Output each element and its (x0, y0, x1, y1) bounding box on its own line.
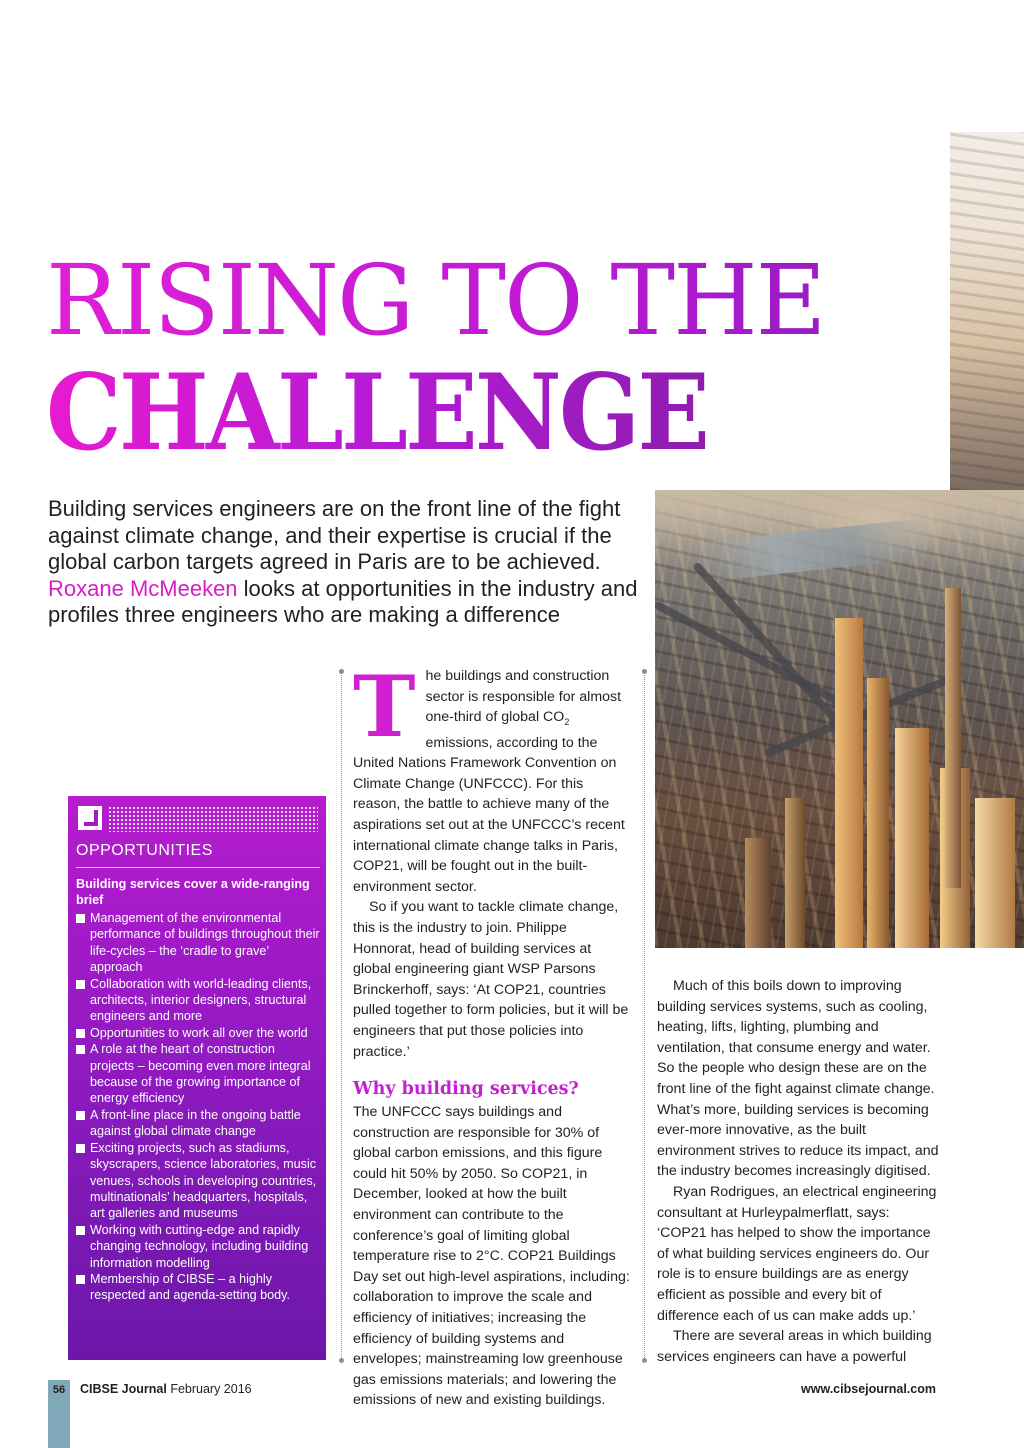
column-rule (341, 672, 342, 1360)
photo-building (785, 798, 805, 948)
city-aerial-photo (655, 490, 1024, 948)
section-subhead: Why building services? (353, 1079, 579, 1100)
footer-journal (80, 1382, 252, 1396)
corner-arrow-icon (78, 806, 102, 830)
article-paragraph: The UNFCCC says buildings and construction are responsible for 30% of global carbon emissions, and this figure could hit 50% by 2050. So COP21, in December, looked at how the built environment can contribute to the conference’s goal of limiting global temperature rise to 2°C. COP21 Buildings Day set out high-level aspirations, including: collaboration to improve the scale and efficiency of initiatives; increasing the efficiency of building systems and envelopes; mainstreaming low greenhouse gas emissions materials; and lowering the emissions of new and existing buildings. (353, 1104, 630, 1409)
list-item: Collaboration with world-leading clients, architects, interior designers, structural engineers and more (76, 976, 320, 1025)
list-item: A role at the heart of construction projects – becoming even more integral because of the growing importance of energy efficiency (76, 1041, 320, 1107)
dot-pattern (108, 806, 318, 832)
article-paragraph: Ryan Rodrigues, an electrical engineering consultant at Hurleypalmerflatt, says: ‘COP21 has helped to show the importance of what building services engineers do. Our role is to ensure buildings are as energy efficient as possible and every bit of difference each of us can make adds up.’ (657, 1183, 937, 1324)
city-photo-top-strip (950, 132, 1024, 490)
article-paragraph: So if you want to tackle climate change, this is the industry to join. Philippe Honnorat, head of building services at global engineering giant WSP Parsons Brinckerhoff, says: ‘At COP21, countries pulled together to form policies, but it will be engineers that put those policies into practice.’ (353, 899, 629, 1060)
headline-line-1: RISING TO THE (46, 244, 825, 357)
standfirst-text-after: looks at opportunities in the industry and profiles three engineers who are making a difference (48, 575, 638, 628)
photo-building (975, 798, 1015, 948)
subscript: 2 (564, 717, 570, 728)
photo-road (692, 561, 845, 730)
issue-date: February 2016 (170, 1382, 252, 1396)
list-item: Working with cutting-edge and rapidly changing technology, including building information modelling (76, 1222, 320, 1271)
opportunities-list (76, 910, 320, 1304)
journal-name: CIBSE Journal (80, 1382, 167, 1396)
article-paragraph: Much of this boils down to improving building services systems, such as cooling, heating, lifts, lighting, plumbing and ventilation, that consume energy and water. So the people who design these are on the front line of the fight against climate change. What’s more, building services is becoming ever-more innovative, as the built environment strives to reduce its impact, and the industry becomes increasingly digitised. (657, 978, 939, 1180)
article-paragraph: There are several areas in which building services engineers can have a powerful (657, 1328, 932, 1365)
photo-building (835, 618, 863, 948)
article-column-middle (353, 657, 631, 1411)
opportunities-title: OPPORTUNITIES (76, 842, 213, 859)
standfirst (48, 496, 638, 629)
opportunities-divider (76, 867, 320, 868)
standfirst-text: Building services engineers are on the front line of the fight against climate change, and their expertise is crucial if the global carbon targets agreed in Paris are to be achieved. (48, 496, 621, 575)
list-item: Membership of CIBSE – a highly respected and agenda-setting body. (76, 1271, 320, 1304)
standfirst-author: Roxane McMeeken (48, 575, 238, 601)
list-item: Opportunities to work all over the world (76, 1025, 320, 1041)
article-column-right (657, 976, 941, 1367)
photo-building (745, 838, 771, 948)
opportunities-box (68, 796, 326, 1360)
opportunities-subtitle: Building services cover a wide-ranging brief (76, 877, 310, 908)
drop-cap: T (353, 657, 416, 756)
photo-building (945, 588, 961, 888)
photo-building (895, 728, 929, 948)
list-item: Exciting projects, such as stadiums, skyscrapers, science laboratories, music venues, schools in developing countries, multinationals’ headquarters, hospitals, art galleries and museums (76, 1140, 320, 1222)
headline-line-2: CHALLENGE (46, 350, 708, 474)
list-item: A front-line place in the ongoing battle against global climate change (76, 1107, 320, 1140)
page-number: 56 (52, 1384, 66, 1396)
list-item: Management of the environmental performance of buildings throughout their life-cycles – the ‘cradle to grave’ approach (76, 910, 320, 976)
photo-building (867, 678, 889, 948)
column-rule (644, 672, 645, 1360)
footer-url: www.cibsejournal.com (801, 1382, 936, 1396)
article-text: emissions, according to the United Nations Framework Convention on Climate Change (UNFCCC). For this reason, the battle to achieve many of the aspirations set out at the UNFCCC’s recent international climate change talks in Paris, COP21, will be fought out in the built-environment sector. (353, 734, 625, 895)
article-text: he buildings and construction sector is responsible for almost one-third of global CO (425, 668, 622, 726)
